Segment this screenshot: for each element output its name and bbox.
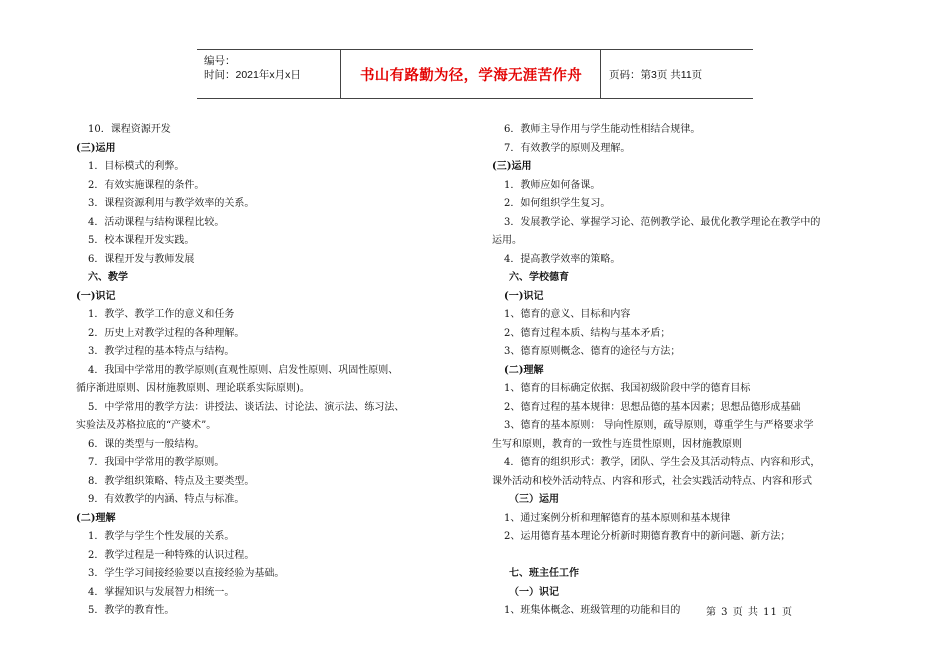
time-label: 时间：2021年x月x日 [204, 69, 301, 81]
outline-line: 6．课程开发与教师发展 [88, 253, 195, 265]
outline-line: 2．如何组织学生复习。 [504, 198, 611, 209]
outline-line: 2．历史上对教学过程的各种理解。 [88, 327, 245, 339]
outline-line: 5．中学常用的教学方法：讲授法、谈话法、讨论法、演示法、练习法、 [88, 401, 405, 413]
outline-line: 6．教师主导作用与学生能动性相结合规律。 [504, 124, 701, 135]
outline-line: 8．教学组织策略、特点及主要类型。 [88, 475, 255, 487]
outline-line: 循序渐进原则、因材施教原则、理论联系实际原则)。 [76, 383, 310, 394]
page-header [197, 49, 753, 99]
section-heading: (一)识记 [76, 290, 116, 302]
chapter-heading: 六、学校德育 [509, 272, 569, 283]
header-motto: 书山有路勤为径，学海无涯苦作舟 [342, 50, 601, 98]
outline-line: 10．课程资源开发 [88, 124, 171, 135]
outline-line: 课外活动和校外活动特点、内容和形式，社会实践活动特点、内容和形式 [492, 475, 812, 487]
section-heading: (三)运用 [76, 142, 116, 154]
section-heading: (三)运用 [492, 161, 532, 172]
header-page-info: 页码：第3页 共11页 [609, 68, 703, 81]
outline-line: 1．目标模式的利弊。 [88, 161, 185, 172]
outline-line: 2、德育过程的基本规律：思想品德的基本因素；思想品德形成基础 [504, 401, 801, 413]
section-heading: （三）运用 [509, 494, 559, 505]
outline-line: 生写和原则，教育的一致性与连贯性原则，因材施教原则 [492, 438, 742, 450]
outline-line: 9．有效教学的内涵、特点与标准。 [88, 494, 245, 505]
outline-line: 2、德育过程本质、结构与基本矛盾； [504, 327, 671, 339]
outline-line: 4．德育的组织形式：教学，团队、学生会及其活动特点、内容和形式， [504, 457, 821, 468]
outline-line: 实验法及苏格拉底的“产婆术”。 [76, 420, 217, 431]
outline-line: 1．教学、教学工作的意义和任务 [88, 309, 235, 320]
outline-line: 4．活动课程与结构课程比较。 [88, 216, 225, 228]
outline-line: 3．课程资源利用与教学效率的关系。 [88, 198, 255, 209]
outline-line: 3、德育的基本原则： 导向性原则，疏导原则，尊重学生与严格要求学 [504, 420, 814, 431]
section-heading: （一）识记 [509, 586, 559, 598]
outline-line: 3．学生学习间接经验要以直接经验为基础。 [88, 568, 285, 579]
section-heading: (二)理解 [76, 512, 116, 524]
page-footer: 第 3 页 共 11 页 [706, 607, 793, 618]
outline-line: 1、班集体概念、班级管理的功能和目的 [504, 605, 681, 616]
outline-line: 4．提高教学效率的策略。 [504, 253, 621, 265]
outline-line: 3、德育原则概念、德育的途径与方法； [504, 346, 681, 357]
section-heading: (一)识记 [504, 290, 544, 302]
blank-line [492, 547, 902, 566]
section-heading: (二)理解 [504, 364, 544, 376]
outline-line: 5．教学的教育性。 [88, 605, 175, 616]
chapter-heading: 七、班主任工作 [509, 568, 579, 579]
outline-line: 3．教学过程的基本特点与结构。 [88, 346, 235, 357]
outline-line: 1、通过案例分析和理解德育的基本原则和基本规律 [504, 512, 731, 524]
outline-line: 7．有效教学的原则及理解。 [504, 142, 631, 154]
header-meta [197, 50, 341, 98]
number-label: 编号： [204, 55, 236, 67]
outline-line: 6．课的类型与一般结构。 [88, 438, 205, 450]
outline-line: 1．教学与学生个性发展的关系。 [88, 531, 235, 542]
outline-line: 1．教师应如何备课。 [504, 179, 601, 191]
outline-line: 4．掌握知识与发展智力相统一。 [88, 586, 235, 598]
left-column [76, 121, 476, 621]
outline-line: 1、德育的意义、目标和内容 [504, 309, 631, 320]
outline-line: 2、运用德育基本理论分析新时期德育教育中的新问题、新方法； [504, 531, 791, 542]
outline-line: 5．校本课程开发实践。 [88, 235, 195, 246]
outline-line: 4．我国中学常用的教学原则(直观性原则、启发性原则、巩固性原则、 [88, 364, 399, 376]
chapter-heading: 六、教学 [88, 272, 128, 283]
outline-line: 2．教学过程是一种特殊的认识过程。 [88, 549, 255, 561]
outline-line: 1、德育的目标确定依据、我国初级阶段中学的德育目标 [504, 383, 751, 394]
outline-line: 3．发展教学论、掌握学习论、范例教学论、最优化教学理论在教学中的 [504, 216, 821, 228]
outline-line: 7．我国中学常用的教学原则。 [88, 457, 225, 468]
outline-line: 2．有效实施课程的条件。 [88, 179, 205, 191]
outline-line: 运用。 [492, 235, 522, 246]
right-column [492, 121, 902, 621]
